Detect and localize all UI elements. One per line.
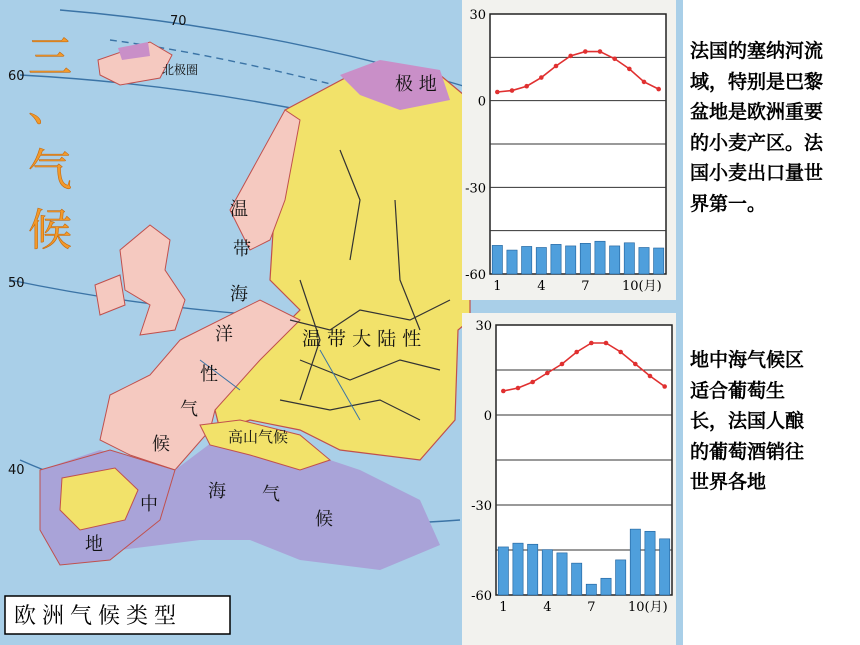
y-tick-label: -60 — [465, 268, 486, 283]
y-tick-label: -60 — [471, 589, 492, 604]
precipitation-bar — [654, 248, 664, 274]
x-tick-label: 7 — [587, 600, 596, 615]
precipitation-bar — [586, 584, 596, 595]
temperature-point — [524, 84, 529, 89]
precipitation-bar — [551, 244, 561, 274]
temperature-point — [510, 88, 515, 93]
x-tick-label: 10(月) — [628, 600, 668, 615]
marine-label-1: 温 — [230, 199, 248, 220]
x-tick-label: 1 — [499, 600, 508, 615]
temperature-point — [648, 374, 653, 379]
temperature-point — [501, 389, 506, 394]
marine-label-2: 带 — [233, 239, 251, 260]
precipitation-bar — [601, 578, 611, 595]
med-label-1: 中 — [140, 494, 158, 515]
alpine-label: 高山气候 — [228, 428, 289, 446]
temperature-point — [539, 75, 544, 80]
lat-70-label: 70 — [170, 14, 187, 29]
precipitation-bar — [624, 243, 634, 274]
x-tick-label: 4 — [537, 279, 546, 294]
precipitation-bar — [630, 529, 640, 595]
x-tick-label: 4 — [543, 600, 552, 615]
precipitation-bar — [513, 543, 523, 595]
svg-text:候: 候 — [28, 205, 72, 256]
temperature-point — [612, 56, 617, 61]
marine-label-7: 候 — [152, 434, 170, 455]
precipitation-bar — [498, 547, 508, 595]
marine-label-4: 洋 — [215, 324, 233, 345]
lat-40-label: 40 — [8, 463, 25, 478]
y-tick-label: -30 — [471, 499, 492, 514]
wheat-description: 法国的塞纳河流域，特别是巴黎盆地是欧洲重要的小麦产区。法国小麦出口量世界第一。 — [690, 40, 824, 215]
temperature-point — [627, 67, 632, 72]
y-tick-label: 30 — [475, 319, 492, 334]
temperature-point — [568, 54, 573, 59]
x-tick-label: 7 — [581, 279, 590, 294]
climate-chart-mediterranean — [462, 313, 676, 645]
temperature-point — [618, 350, 623, 355]
svg-text:气: 气 — [28, 145, 72, 196]
arctic-circle-label: 北极圈 — [162, 63, 199, 77]
y-tick-label: 30 — [469, 8, 486, 23]
precipitation-bar — [522, 246, 532, 274]
temperature-point — [554, 64, 559, 69]
temperature-point — [656, 87, 661, 92]
legend-title: 欧洲气候类型 — [14, 604, 183, 629]
precipitation-bar — [542, 550, 552, 595]
precipitation-bar — [645, 531, 655, 595]
precipitation-bar — [580, 243, 590, 274]
svg-text:三: 三 — [28, 32, 72, 83]
precipitation-bar — [639, 247, 649, 274]
med-label-2: 地 — [85, 534, 103, 555]
precipitation-bar — [595, 241, 605, 274]
y-tick-label: 0 — [483, 409, 492, 424]
temperature-point — [604, 341, 609, 346]
precipitation-bar — [616, 560, 626, 595]
temperature-point — [495, 90, 500, 95]
svg-text:、: 、 — [28, 80, 72, 131]
precipitation-bar — [557, 553, 567, 595]
temperature-point — [598, 49, 603, 54]
temperature-point — [589, 341, 594, 346]
med-label-4: 气 — [262, 484, 280, 505]
temperature-point — [633, 362, 638, 367]
med-label-5: 候 — [315, 509, 333, 530]
y-tick-label: 0 — [477, 94, 486, 110]
marine-label-3: 海 — [230, 284, 248, 305]
temperature-point — [560, 362, 565, 367]
x-tick-label: 1 — [493, 279, 502, 294]
precipitation-bar — [572, 563, 582, 595]
temperature-point — [583, 49, 588, 54]
temperature-point — [642, 80, 647, 85]
precipitation-bar — [610, 246, 620, 274]
precipitation-bar — [566, 246, 576, 274]
lat-50-label: 50 — [8, 276, 25, 291]
climate-chart-paris — [462, 0, 676, 300]
precipitation-bar — [507, 250, 517, 274]
wine-description: 地中海气候区适合葡萄生长，法国人酿的葡萄酒销往世界各地 — [690, 349, 805, 493]
temperature-point — [662, 384, 667, 389]
marine-label-6: 气 — [180, 399, 198, 420]
precipitation-bar — [536, 247, 546, 274]
precipitation-bar — [528, 544, 538, 595]
marine-label-5: 性 — [200, 364, 218, 385]
med-label-3: 海 — [208, 481, 226, 502]
y-tick-label: -30 — [465, 181, 486, 197]
x-tick-label: 10(月) — [622, 279, 662, 294]
continental-label: 温 带 大 陆 性 — [302, 328, 422, 350]
precipitation-bar — [660, 539, 670, 595]
polar-label: 极 地 — [395, 74, 437, 95]
temperature-point — [545, 371, 550, 376]
precipitation-bar — [492, 245, 502, 274]
lat-60-label: 60 — [8, 69, 25, 84]
temperature-point — [574, 350, 579, 355]
temperature-point — [530, 380, 535, 385]
temperature-point — [516, 386, 521, 391]
